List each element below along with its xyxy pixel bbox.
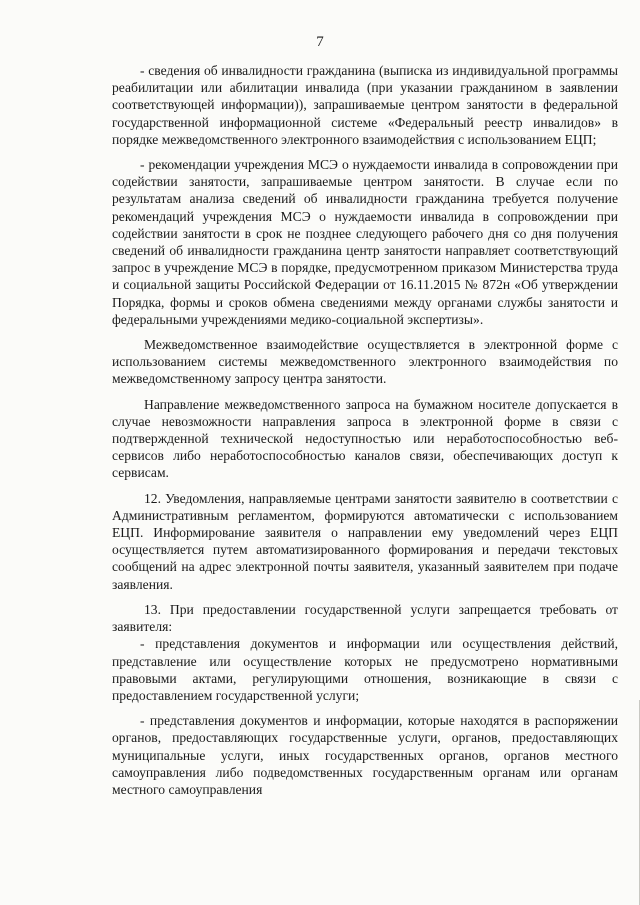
paragraph-item-13-prohibitions: 13. При предоставлении государственной услуги запрещается требовать от заявителя: (112, 601, 618, 635)
document-body (112, 62, 618, 798)
paragraph-disability-info: - сведения об инвалидности гражданина (выписка из индивидуальной программы реабилитации или абилитации инвалида (при указании гражданином в заявлении соответствующей информации)), запрашиваемые центром занятости в федеральной государственной информационной системе «Федеральный реестр инвалидов» в порядке межведомственного электронного взаимодействия с использованием ЕЦП; (112, 63, 618, 147)
paragraph-mse-recommendations: - рекомендации учреждения МСЭ о нуждаемости инвалида в сопровождении при содействии занятости, запрашиваемые центром занятости. В случае если по результатам анализа сведений об инвалидности гражданина требуется получение рекомендаций учреждения МСЭ о нуждаемости инвалида в сопровождении при содействии занятости в срок не позднее следующего рабочего дня со дня получения сведений об инвалидности гражданина центр занятости направляет соответствующий запрос в учреждение МСЭ в порядке, предусмотренном приказом Министерства труда и социальной защиты Российской Федерации от 16.11.2015 № 872н «Об утверждении Порядка, формы и сроков обмена сведениями между органами службы занятости и федеральными учреждениями медико-социальной экспертизы». (112, 157, 618, 327)
paragraph-paper-request: Направление межведомственного запроса на бумажном носителе допускается в случае невозможности направления запроса в электронной форме в связи с подтвержденной технической недоступностью или неработоспособностью веб-сервисов либо неработоспособностью каналов связи, обеспечивающих доступ к сервисам. (112, 396, 618, 481)
paragraph-interagency-electronic: Межведомственное взаимодействие осуществляется в электронной форме с использованием системы межведомственного электронного взаимодействия по межведомственному запросу центра занятости. (112, 337, 618, 387)
paragraph-documents-in-possession: - представления документов и информации, которые находятся в распоряжении органов, предоставляющих государственные услуги, органов, предоставляющих муниципальные услуги, иных государственных органов, органов местного самоуправления либо подведомственных государственным органам или органам местного самоуправления (112, 713, 618, 797)
paragraph-documents-not-required: - представления документов и информации или осуществления действий, представление или осуществление которых не предусмотрено нормативными правовыми актами, регулирующими отношения, возникающие в связи с предоставлением государственной услуги; (112, 636, 618, 703)
paragraph-item-12-notifications: 12. Уведомления, направляемые центрами занятости заявителю в соответствии с Административным регламентом, формируются автоматически с использованием ЕЦП. Информирование заявителя о направлении ему уведомлений через ЕЦП осуществляется путем автоматизированного формирования и передачи текстовых сообщений на адрес электронной почты заявителя, указанный заявителем при подаче заявления. (112, 490, 618, 592)
page-number: 7 (316, 34, 324, 50)
